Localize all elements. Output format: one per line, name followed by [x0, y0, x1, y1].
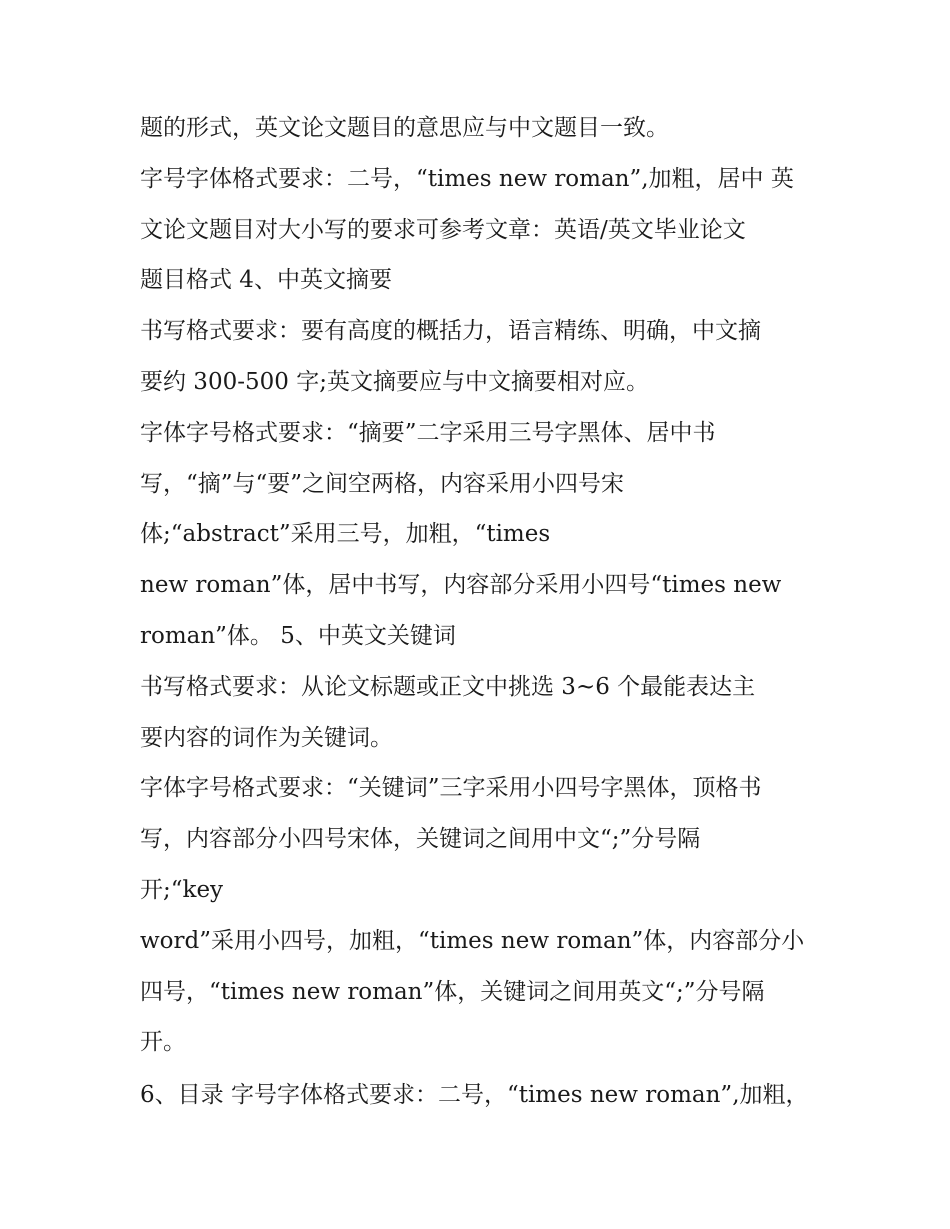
text-line: 要内容的词作为关键词。: [140, 724, 393, 751]
text-line: 开。: [140, 1029, 186, 1056]
text-line: new roman”体，居中书写，内容部分采用小四号“times new: [140, 572, 782, 599]
text-line: 字体字号格式要求：“摘要”二字采用三号字黑体、居中书: [140, 419, 716, 446]
text-line: 四号，“times new roman”体，关键词之间用英文“;”分号隔: [140, 978, 765, 1005]
document-text: [140, 103, 820, 1121]
text-line: word”采用小四号，加粗，“times new roman”体，内容部分小: [140, 927, 805, 954]
text-line: roman”体。 5、中英文关键词: [140, 622, 456, 649]
text-line: 字体字号格式要求：“关键词”三字采用小四号字黑体，顶格书: [140, 775, 762, 802]
text-line: 题目格式 4、中英文摘要: [140, 267, 392, 294]
text-line: 题的形式，英文论文题目的意思应与中文题目一致。: [140, 115, 669, 141]
text-line: 书写格式要求：要有高度的概括力，语言精练、明确，中文摘: [140, 318, 761, 345]
text-line: 写，“摘”与“要”之间空两格，内容采用小四号宋: [140, 470, 625, 497]
text-line: 体;“abstract”采用三号，加粗，“times: [140, 521, 551, 548]
text-line: 文论文题目对大小写的要求可参考文章：英语/英文毕业论文: [140, 216, 746, 243]
text-line: 写，内容部分小四号宋体，关键词之间用中文“;”分号隔: [140, 826, 701, 853]
text-line: 开;“key: [140, 876, 224, 903]
text-line: 6、目录 字号字体格式要求：二号，“times new roman”,加粗，: [140, 1082, 809, 1109]
text-line: 字号字体格式要求：二号，“times new roman”,加粗，居中 英: [140, 165, 794, 192]
text-line: 要约 300-500 字;英文摘要应与中文摘要相对应。: [140, 368, 649, 395]
text-line: 书写格式要求：从论文标题或正文中挑选 3~6 个最能表达主: [140, 673, 756, 700]
